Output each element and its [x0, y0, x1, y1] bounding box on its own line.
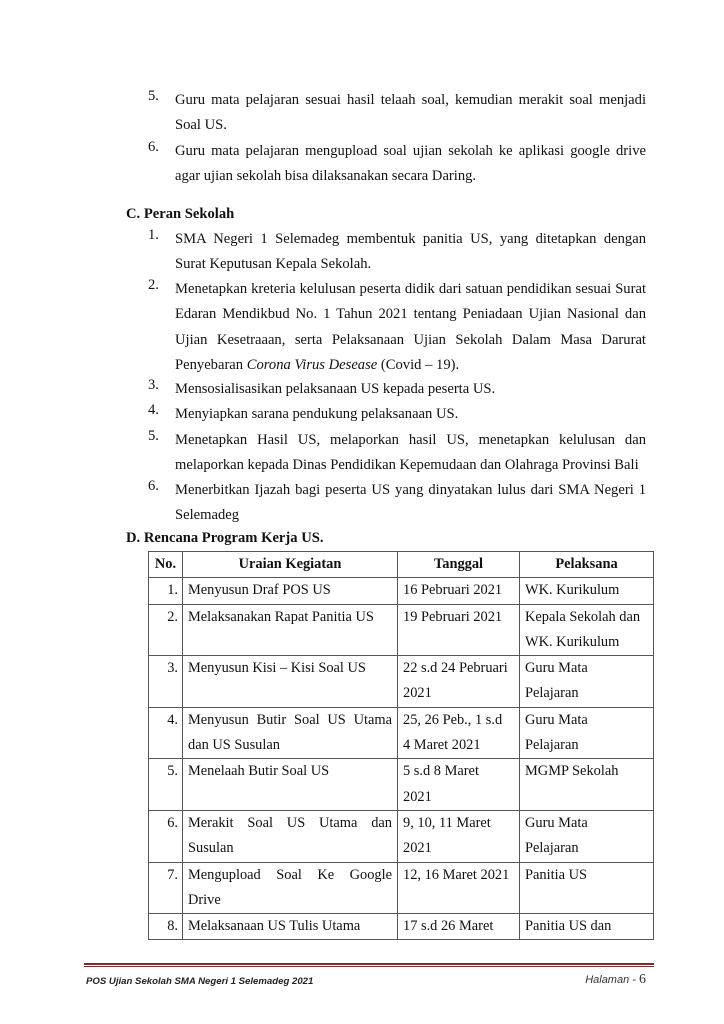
- cell-pelaksana: [520, 862, 654, 914]
- table-row: [149, 862, 654, 914]
- section-d-heading: D. Rencana Program Kerja US.: [126, 530, 324, 546]
- cell-line: Drive: [188, 891, 221, 908]
- cell-pelaksana: [520, 656, 654, 708]
- text-line: SMA Negeri 1 Selemadeg membentuk panitia US, yang ditetapkan dengan: [175, 231, 646, 247]
- list-number: 1.: [148, 227, 159, 243]
- cell-line: Menyusun Draf POS US: [188, 582, 331, 599]
- cell-kegiatan: [183, 656, 398, 708]
- cell-pelaksana: [520, 604, 654, 656]
- list-number: 2.: [148, 277, 159, 293]
- table-row: [149, 604, 654, 656]
- cell-kegiatan: [183, 862, 398, 914]
- cell-line: Guru Mata: [525, 660, 588, 677]
- text-line: agar ujian sekolah bisa dilaksanakan secara Daring.: [175, 168, 477, 185]
- text-line: Edaran Mendikbud No. 1 Tahun 2021 tentang Peniadaan Ujian Nasional dan: [175, 306, 646, 323]
- cell-pelaksana: [520, 707, 654, 759]
- section-c-heading: C. Peran Sekolah: [126, 206, 235, 222]
- cell-line: 19 Pebruari 2021: [403, 608, 503, 625]
- cell-line: Guru Mata: [525, 711, 588, 728]
- cell-line: 9, 10, 11 Maret: [403, 814, 491, 831]
- list-item-text: [175, 377, 646, 402]
- cell-line: 2021: [403, 788, 432, 805]
- list-item-text: [175, 88, 646, 139]
- text-line: Selemadeg: [175, 507, 240, 524]
- list-item-text: [175, 277, 646, 378]
- list-item-text: [175, 139, 646, 190]
- text-line: Ujian Kesetraaan, serta Pelaksanaan Ujian Sekolah Dalam Masa Darurat: [175, 331, 646, 348]
- footer-document-title: POS Ujian Sekolah SMA Negeri 1 Selemadeg 2021: [86, 976, 314, 987]
- cell-no: 1.: [149, 578, 183, 604]
- cell-line: Panitia US dan: [525, 918, 612, 935]
- page-separator: -: [629, 974, 639, 986]
- cell-kegiatan: [183, 707, 398, 759]
- table-row: [149, 656, 654, 708]
- cell-pelaksana: [520, 914, 654, 940]
- cell-line: Pelajaran: [525, 840, 579, 857]
- list-item-text: [175, 227, 646, 278]
- text-line: Menetapkan Hasil US, melaporkan hasil US, menetapkan kelulusan dan: [175, 432, 646, 448]
- list-item-text: [175, 402, 646, 427]
- text-line: Menerbitkan Ijazah bagi peserta US yang dinyatakan lulus dari SMA Negeri 1: [175, 482, 646, 498]
- cell-no: 4.: [149, 707, 183, 759]
- cell-pelaksana: [520, 810, 654, 862]
- cell-tanggal: [398, 604, 520, 656]
- cell-line: Kepala Sekolah dan: [525, 608, 641, 625]
- cell-line: WK. Kurikulum: [525, 633, 620, 650]
- cell-kegiatan: [183, 810, 398, 862]
- list-number: 4.: [148, 402, 159, 418]
- cell-line: Merakit Soal US Utama dan: [188, 814, 392, 831]
- page-number: 6: [639, 972, 646, 987]
- cell-line: Susulan: [188, 840, 234, 857]
- cell-pelaksana: [520, 759, 654, 811]
- list-item-text: [175, 478, 646, 529]
- text-line: Surat Keputusan Kepala Sekolah.: [175, 256, 372, 273]
- cell-line: Pelajaran: [525, 737, 579, 754]
- cell-tanggal: [398, 810, 520, 862]
- table-header-row: [149, 552, 654, 578]
- cell-line: Menyusun Butir Soal US Utama: [188, 711, 392, 728]
- cell-line: Menelaah Butir Soal US: [188, 763, 330, 780]
- cell-no: 5.: [149, 759, 183, 811]
- cell-line: dan US Susulan: [188, 737, 280, 754]
- cell-line: 2021: [403, 840, 432, 857]
- list-number: 5.: [148, 428, 159, 444]
- cell-tanggal: [398, 914, 520, 940]
- cell-tanggal: [398, 578, 520, 604]
- list-number: 6.: [148, 139, 159, 155]
- cell-line: Menyusun Kisi – Kisi Soal US: [188, 660, 366, 677]
- cell-line: 5 s.d 8 Maret: [403, 763, 479, 780]
- cell-line: 22 s.d 24 Pebruari: [403, 660, 508, 677]
- cell-line: Mengupload Soal Ke Google: [188, 866, 392, 883]
- cell-line: 4 Maret 2021: [403, 737, 481, 754]
- list-item-text: [175, 428, 646, 479]
- list-number: 6.: [148, 478, 159, 494]
- cell-kegiatan: [183, 759, 398, 811]
- cell-line: 25, 26 Peb., 1 s.d: [403, 711, 503, 728]
- table-row: [149, 914, 654, 940]
- footer-divider-thin: [84, 966, 654, 967]
- cell-line: MGMP Sekolah: [525, 763, 619, 780]
- text-line: Soal US.: [175, 117, 227, 134]
- cell-tanggal: [398, 862, 520, 914]
- cell-line: 17 s.d 26 Maret: [403, 918, 494, 935]
- cell-line: Guru Mata: [525, 814, 588, 831]
- footer-page-label: [585, 972, 646, 988]
- text-line: melaporkan kepada Dinas Pendidikan Kepemudaan dan Olahraga Provinsi Bali: [175, 457, 639, 474]
- italic-term: Corona Virus Desease: [246, 356, 378, 373]
- cell-pelaksana: [520, 578, 654, 604]
- column-header-kegiatan: Uraian Kegiatan: [183, 552, 398, 578]
- table-row: [149, 759, 654, 811]
- cell-line: Pelajaran: [525, 685, 579, 702]
- table-row: [149, 810, 654, 862]
- text-line: Guru mata pelajaran mengupload soal ujian sekolah ke aplikasi google drive: [175, 143, 646, 159]
- cell-line: Melaksanaan US Tulis Utama: [188, 918, 361, 935]
- page-label: Halaman: [585, 974, 630, 986]
- cell-line: 2021: [403, 685, 432, 702]
- text-fragment: Penyebaran: [175, 356, 247, 373]
- text-line: Guru mata pelajaran sesuai hasil telaah soal, kemudian merakit soal menjadi: [175, 92, 646, 108]
- column-header-pelaksana: Pelaksana: [520, 552, 654, 578]
- list-number: 3.: [148, 377, 159, 393]
- table-row: [149, 707, 654, 759]
- text-fragment: (Covid – 19).: [377, 356, 460, 373]
- cell-no: 7.: [149, 862, 183, 914]
- cell-kegiatan: [183, 604, 398, 656]
- cell-tanggal: [398, 759, 520, 811]
- list-number: 5.: [148, 88, 159, 104]
- cell-tanggal: [398, 707, 520, 759]
- program-table: [148, 551, 654, 940]
- cell-line: 16 Pebruari 2021: [403, 582, 503, 599]
- footer-divider: [84, 963, 654, 965]
- text-line: Mensosialisasikan pelaksanaan US kepada peserta US.: [175, 381, 496, 397]
- cell-line: Panitia US: [525, 866, 587, 883]
- cell-no: 6.: [149, 810, 183, 862]
- text-line: Menetapkan kreteria kelulusan peserta didik dari satuan pendidikan sesuai Surat: [175, 281, 646, 297]
- cell-line: WK. Kurikulum: [525, 582, 620, 599]
- column-header-no: No.: [149, 552, 183, 578]
- cell-line: 12, 16 Maret 2021: [403, 866, 510, 883]
- text-line: Menyiapkan sarana pendukung pelaksanaan US.: [175, 406, 459, 422]
- cell-no: 8.: [149, 914, 183, 940]
- cell-no: 2.: [149, 604, 183, 656]
- table-row: [149, 578, 654, 604]
- cell-line: Melaksanakan Rapat Panitia US: [188, 608, 374, 625]
- cell-no: 3.: [149, 656, 183, 708]
- column-header-tanggal: Tanggal: [398, 552, 520, 578]
- cell-kegiatan: [183, 578, 398, 604]
- text-line: [175, 353, 646, 378]
- cell-tanggal: [398, 656, 520, 708]
- cell-kegiatan: [183, 914, 398, 940]
